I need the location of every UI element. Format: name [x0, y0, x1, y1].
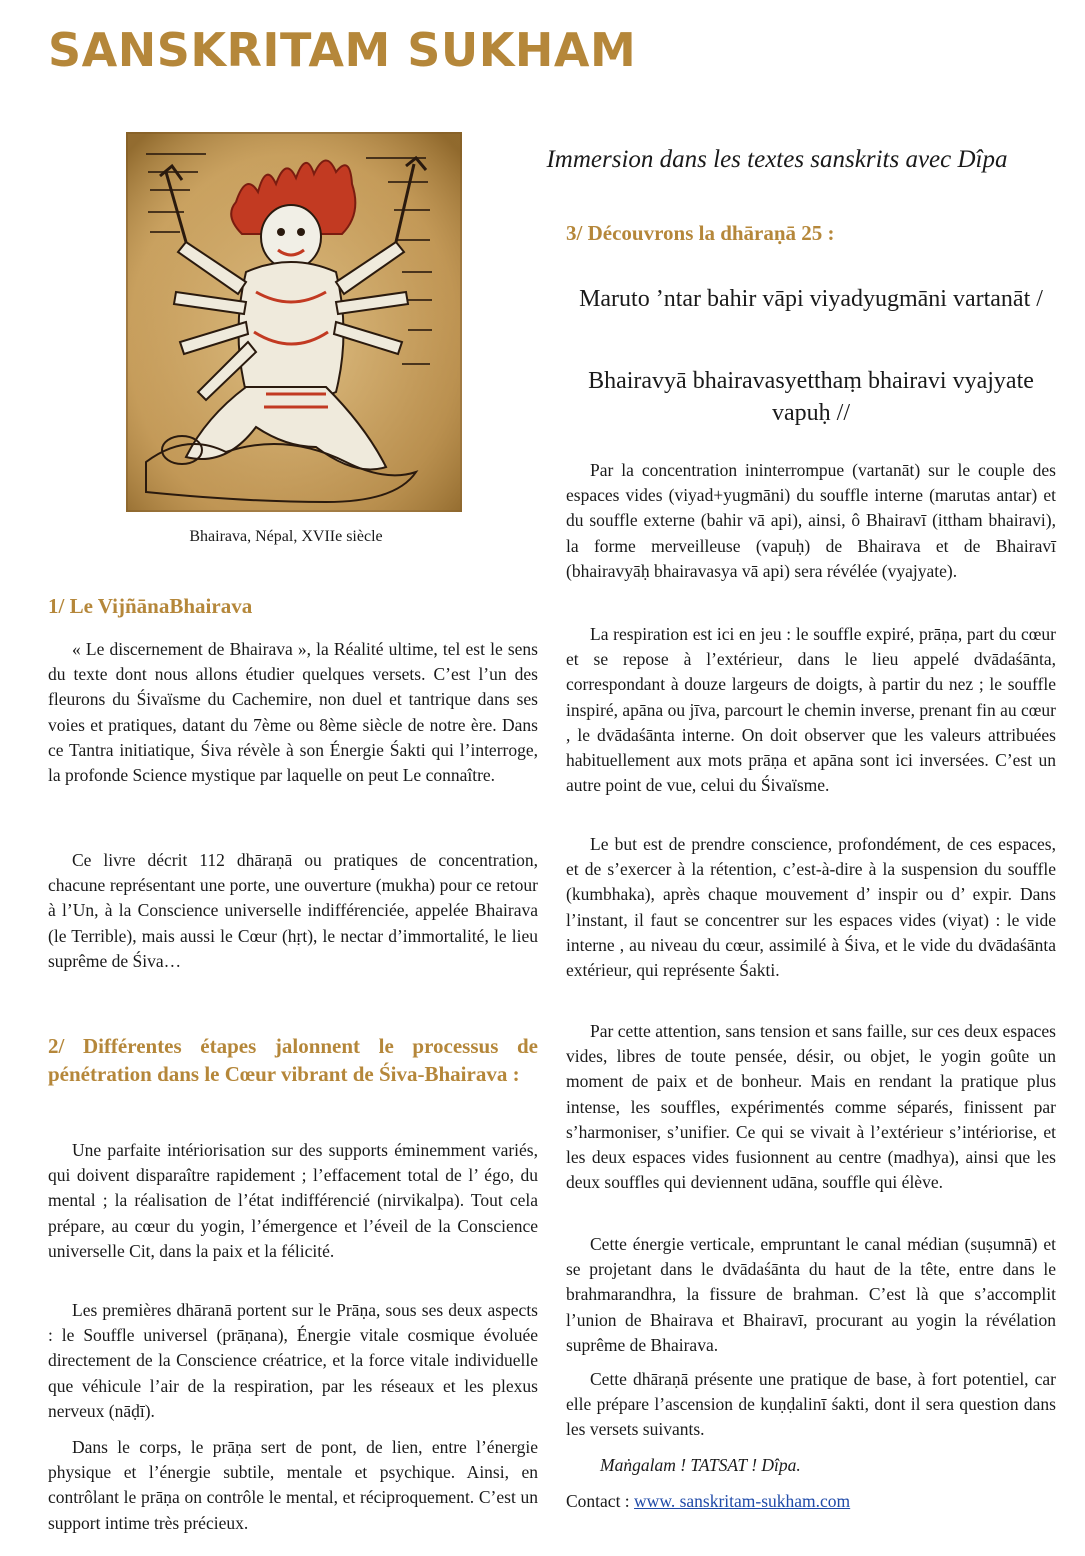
right-paragraph-3: Le but est de prendre conscience, profondément, de ces espaces, et de s’exercer à la rétention, c’est-à-dire à la suspension du souffle (kumbhaka), après chaque mouvement d’ inspir ou d’ expir. Dans l’instant, il faut se concentrer sur les espaces vides (viyat) : le vide interne , au niveau du cœur, assimilé à Śiva, et le vide du dvādaśānta extérieur, qui représente Śakti. [566, 834, 1056, 981]
right-paragraph-5: Cette énergie verticale, empruntant le canal médian (suṣumnā) et se projetant dans le dvādaśānta du haut de la tête, entre dans le brahmarandhra, la fissure de brahman. C’est là que s’accomplit l’union de Bhairava et Bhairavī, procurant au yogin la révélation suprême de Bhairava. [566, 1234, 1056, 1355]
figure-caption: Bhairava, Népal, XVIIe siècle [189, 528, 383, 545]
contact-line [566, 1491, 850, 1512]
verse-line-2: Bhairavyā bhairavasyetthaṃ bhairavi vyajyate vapuḥ // [588, 368, 1034, 426]
website-link[interactable]: www. sanskritam-sukham.com [634, 1491, 851, 1511]
lead-subtitle: Immersion dans les textes sanskrits avec Dîpa [546, 146, 1008, 173]
left-paragraph-3: Une parfaite intériorisation sur des supports éminemment variés, qui doivent disparaître rapidement ; l’effacement total de l’ égo, du mental ; la réalisation de l’état indifférencié (nirvikalpa). Tout cela prépare, au cœur du yogin, l’émergence et l’éveil de la Conscience universelle Cit, dans la paix et la félicité. [48, 1140, 538, 1261]
verse-line-1: Maruto ’ntar bahir vāpi viyadyugmāni vartanāt / [579, 286, 1043, 312]
section1-heading: 1/ Le VijñānaBhairava [48, 594, 253, 618]
signoff: Maṅgalam ! TATSAT ! Dîpa. [600, 1455, 801, 1475]
left-paragraph-1: « Le discernement de Bhairava », la Réalité ultime, tel est le sens du texte dont nous allons étudier quelques versets. C’est l’un des fleurons du Śivaïsme du Cachemire, non duel et tantrique dans ses voies et pratiques, datant du 7ème ou 8ème siècle de notre ère. Dans ce Tantra initiatique, Śiva révèle à son Énergie Śakti qui l’interroge, la profonde Science mystique par laquelle on peut Le connaître. [48, 639, 538, 786]
right-paragraph-6: Cette dhāraṇā présente une pratique de base, à fort potentiel, car elle prépare l’ascension de kuṇḍalinī śakti, dont il sera question dans les versets suivants. [566, 1369, 1056, 1440]
bhairava-painting [126, 132, 462, 512]
right-paragraph-2: La respiration est ici en jeu : le souffle expiré, prāṇa, part du cœur et se repose à l’extérieur, dans le lieu appelé dvādaśānta, correspondant à douze largeurs de doigts, à partir du nez ; le souffle inspiré, apāna ou jīva, parcourt le chemin inverse, prenant fin au cœur , le dvādaśānta interne. On doit observer que les valeurs attribuées habituellement aux mots prāṇa et apāna sont ici inversées. C’est un autre point de vue, celui du Śivaïsme. [566, 624, 1056, 796]
section3-heading: 3/ Découvrons la dhāraṇā 25 : [566, 221, 835, 245]
left-paragraph-5: Dans le corps, le prāṇa sert de pont, de lien, entre l’énergie physique et l’énergie subtile, mentale et psychique. Ainsi, en contrôlant le prāṇa on contrôle le mental, et réciproquement. C’est un support intime très précieux. [48, 1437, 538, 1533]
bhairava-painting-art [126, 132, 462, 512]
left-paragraph-2: Ce livre décrit 112 dhāraṇā ou pratiques de concentration, chacune représentant une porte, une ouverture (mukha) pour ce retour à l’Un, à la Conscience universelle indifférenciée, appelée Bhairava (le Terrible), mais aussi le Cœur (hṛt), le nectar d’immortalité, le lieu suprême de Śiva… [48, 850, 538, 971]
left-paragraph-4: Les premières dhāranā portent sur le Prāṇa, sous ses deux aspects : le Souffle universel (prāṇana), Énergie vitale cosmique évoluée directement de la Conscience créatrice, et la force vitale individuelle que véhicule l’air de la respiration, par les réseaux et les plexus nerveux (nāḍī). [48, 1300, 538, 1421]
section2-heading: 2/ Différentes étapes jalonnent le processus de pénétration dans le Cœur vibrant de Śiva-Bhairava : [48, 1034, 538, 1086]
site-title: SANSKRITAM SUKHAM [48, 23, 637, 77]
contact-label: Contact : [566, 1491, 635, 1511]
right-paragraph-1: Par la concentration ininterrompue (vartanāt) sur le couple des espaces vides (viyad+yugmāni) du souffle interne (marutas antar) et du souffle externe (bahir vā api), ainsi, ô Bhairavī (ittham bhairavi), la forme merveilleuse (vapuḥ) de Bhairava et de Bhairavī (bhairavyāḥ bhairavasya vā api) sera révélée (vyajyate). [566, 460, 1056, 581]
right-paragraph-4: Par cette attention, sans tension et sans faille, sur ces deux espaces vides, libres de toute pensée, désir, ou objet, le yogin goûte un moment de paix et de bonheur. Mais en rendant la pratique plus intense, les souffles, expérimentés comme séparés, finissent par s’harmoniser, s’unifier. Ce qui se vivait à l’extérieur s’intériorise, et les deux espaces vides fusionnent au centre (madhya), ainsi que les deux souffles qui deviennent udāna, souffle qui élève. [566, 1021, 1056, 1193]
